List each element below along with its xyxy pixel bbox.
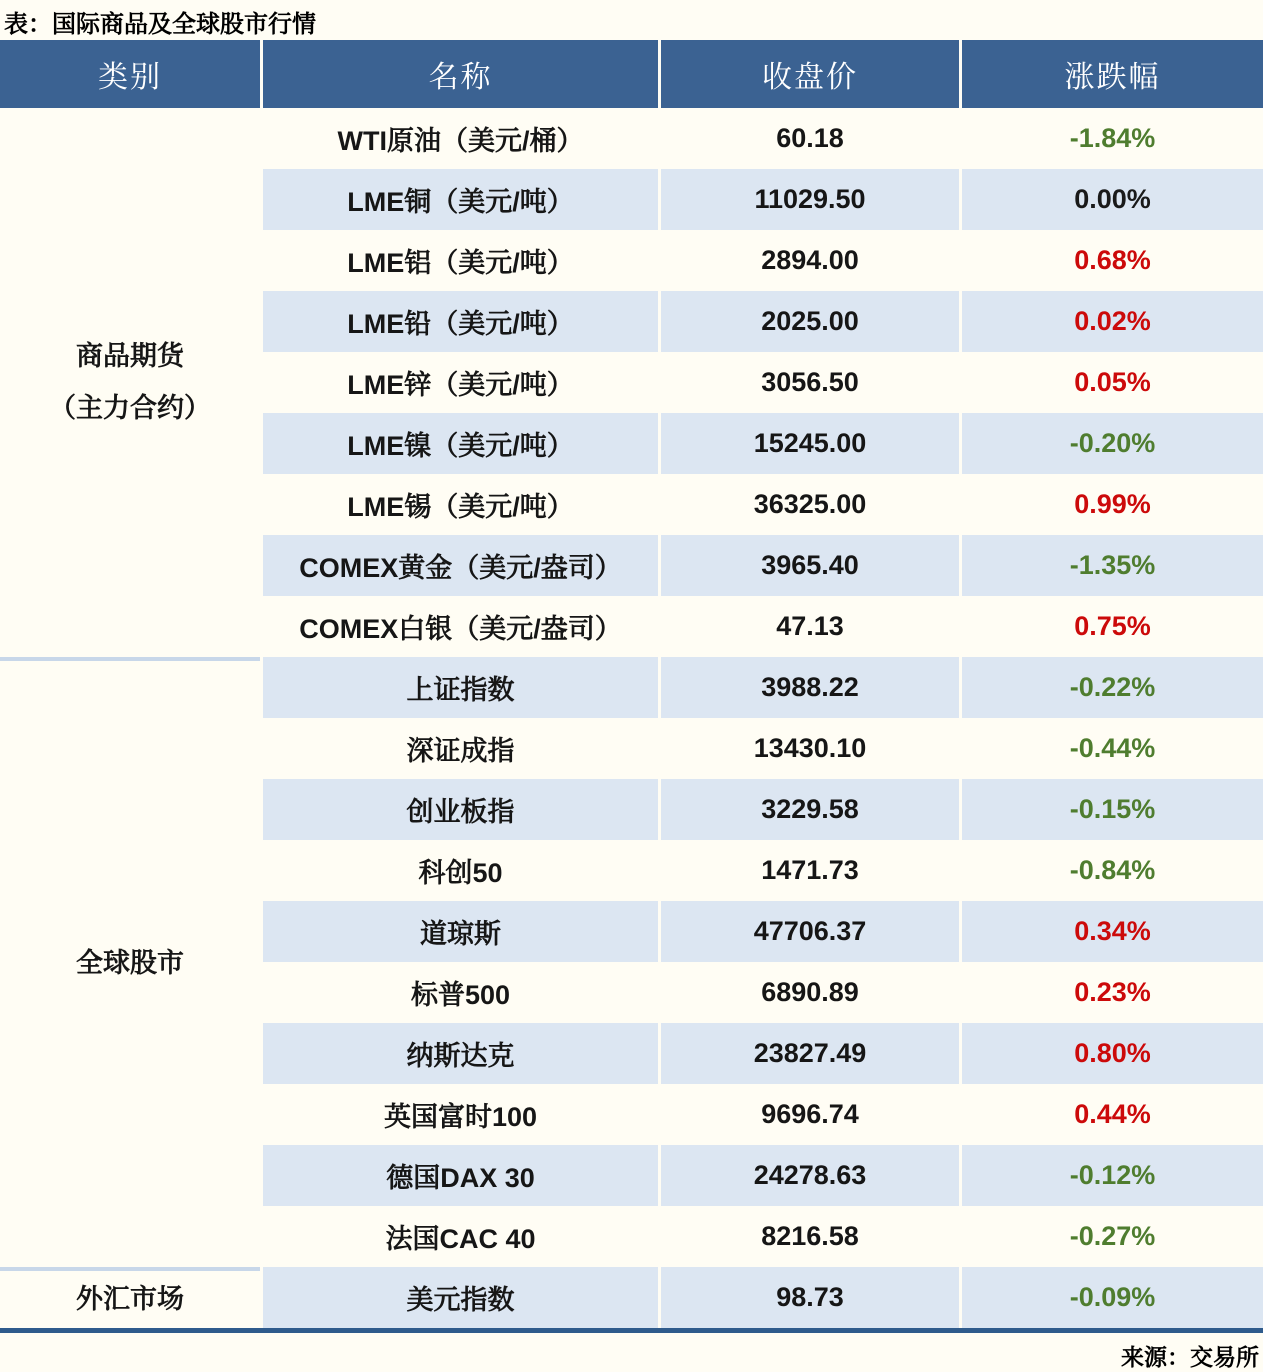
close-price: 24278.63	[661, 1145, 959, 1206]
table-row	[263, 474, 1263, 535]
change-percent: 0.80%	[962, 1023, 1263, 1084]
instrument-name: COMEX白银（美元/盎司）	[263, 596, 658, 657]
close-price: 6890.89	[661, 962, 959, 1023]
change-percent: -0.84%	[962, 840, 1263, 901]
change-percent: -0.44%	[962, 718, 1263, 779]
category-column	[0, 108, 260, 1328]
category-label-line: 商品期货	[76, 341, 184, 372]
table-row	[263, 108, 1263, 169]
instrument-name: LME铝（美元/吨）	[263, 230, 658, 291]
table-row	[263, 230, 1263, 291]
table-row	[263, 962, 1263, 1023]
table-row	[263, 596, 1263, 657]
change-percent: -0.22%	[962, 657, 1263, 718]
category-global-stocks	[0, 657, 260, 1267]
instrument-name: 道琼斯	[263, 901, 658, 962]
table-row	[263, 291, 1263, 352]
instrument-name: 德国DAX 30	[263, 1145, 658, 1206]
header-close-price: 收盘价	[661, 40, 959, 108]
table-row	[263, 840, 1263, 901]
change-percent: 0.02%	[962, 291, 1263, 352]
change-percent: -0.20%	[962, 413, 1263, 474]
change-percent: -1.35%	[962, 535, 1263, 596]
change-percent: 0.99%	[962, 474, 1263, 535]
change-percent: -0.09%	[962, 1267, 1263, 1328]
close-price: 15245.00	[661, 413, 959, 474]
instrument-name: LME锌（美元/吨）	[263, 352, 658, 413]
instrument-name: 创业板指	[263, 779, 658, 840]
source-note: 来源：交易所	[1121, 1344, 1259, 1370]
header-change: 涨跌幅	[962, 40, 1263, 108]
table-header-row	[0, 40, 1263, 108]
instrument-name: LME铜（美元/吨）	[263, 169, 658, 230]
close-price: 3229.58	[661, 779, 959, 840]
close-price: 36325.00	[661, 474, 959, 535]
category-forex-market	[0, 1267, 260, 1328]
instrument-name: 美元指数	[263, 1267, 658, 1328]
instrument-name: COMEX黄金（美元/盎司）	[263, 535, 658, 596]
table-row	[263, 169, 1263, 230]
instrument-name: 纳斯达克	[263, 1023, 658, 1084]
category-label-line: （主力合约）	[49, 392, 211, 423]
change-percent: -0.27%	[962, 1206, 1263, 1267]
instrument-name: 科创50	[263, 840, 658, 901]
close-price: 47.13	[661, 596, 959, 657]
close-price: 3988.22	[661, 657, 959, 718]
category-label-line: 外汇市场	[76, 1283, 184, 1314]
table-row	[263, 1206, 1263, 1267]
close-price: 13430.10	[661, 718, 959, 779]
table-body	[0, 108, 1263, 1333]
close-price: 8216.58	[661, 1206, 959, 1267]
table-row	[263, 718, 1263, 779]
table-row	[263, 901, 1263, 962]
table-title: 表：国际商品及全球股市行情	[4, 11, 316, 38]
change-percent: 0.75%	[962, 596, 1263, 657]
table-row	[263, 657, 1263, 718]
instrument-name: LME镍（美元/吨）	[263, 413, 658, 474]
table-row	[263, 413, 1263, 474]
close-price: 23827.49	[661, 1023, 959, 1084]
change-percent: 0.23%	[962, 962, 1263, 1023]
change-percent: 0.34%	[962, 901, 1263, 962]
table-row	[263, 1267, 1263, 1328]
header-name: 名称	[263, 40, 658, 108]
change-percent: -1.84%	[962, 108, 1263, 169]
table-row	[263, 352, 1263, 413]
close-price: 2894.00	[661, 230, 959, 291]
table-row	[263, 1084, 1263, 1145]
table-row	[263, 779, 1263, 840]
instrument-name: LME铅（美元/吨）	[263, 291, 658, 352]
table-row	[263, 535, 1263, 596]
header-category: 类别	[0, 40, 260, 108]
close-price: 11029.50	[661, 169, 959, 230]
instrument-name: WTI原油（美元/桶）	[263, 108, 658, 169]
table-row	[263, 1023, 1263, 1084]
category-commodity-futures	[0, 108, 260, 657]
close-price: 98.73	[661, 1267, 959, 1328]
change-percent: 0.44%	[962, 1084, 1263, 1145]
close-price: 2025.00	[661, 291, 959, 352]
close-price: 47706.37	[661, 901, 959, 962]
rows-column	[263, 108, 1263, 1328]
close-price: 60.18	[661, 108, 959, 169]
close-price: 9696.74	[661, 1084, 959, 1145]
category-label-line: 全球股市	[76, 948, 184, 979]
table-row	[263, 1145, 1263, 1206]
instrument-name: 深证成指	[263, 718, 658, 779]
close-price: 3056.50	[661, 352, 959, 413]
instrument-name: 法国CAC 40	[263, 1206, 658, 1267]
market-table	[0, 40, 1263, 1333]
change-percent: 0.68%	[962, 230, 1263, 291]
change-percent: 0.00%	[962, 169, 1263, 230]
change-percent: -0.15%	[962, 779, 1263, 840]
instrument-name: LME锡（美元/吨）	[263, 474, 658, 535]
change-percent: 0.05%	[962, 352, 1263, 413]
instrument-name: 英国富时100	[263, 1084, 658, 1145]
close-price: 3965.40	[661, 535, 959, 596]
close-price: 1471.73	[661, 840, 959, 901]
instrument-name: 上证指数	[263, 657, 658, 718]
instrument-name: 标普500	[263, 962, 658, 1023]
change-percent: -0.12%	[962, 1145, 1263, 1206]
